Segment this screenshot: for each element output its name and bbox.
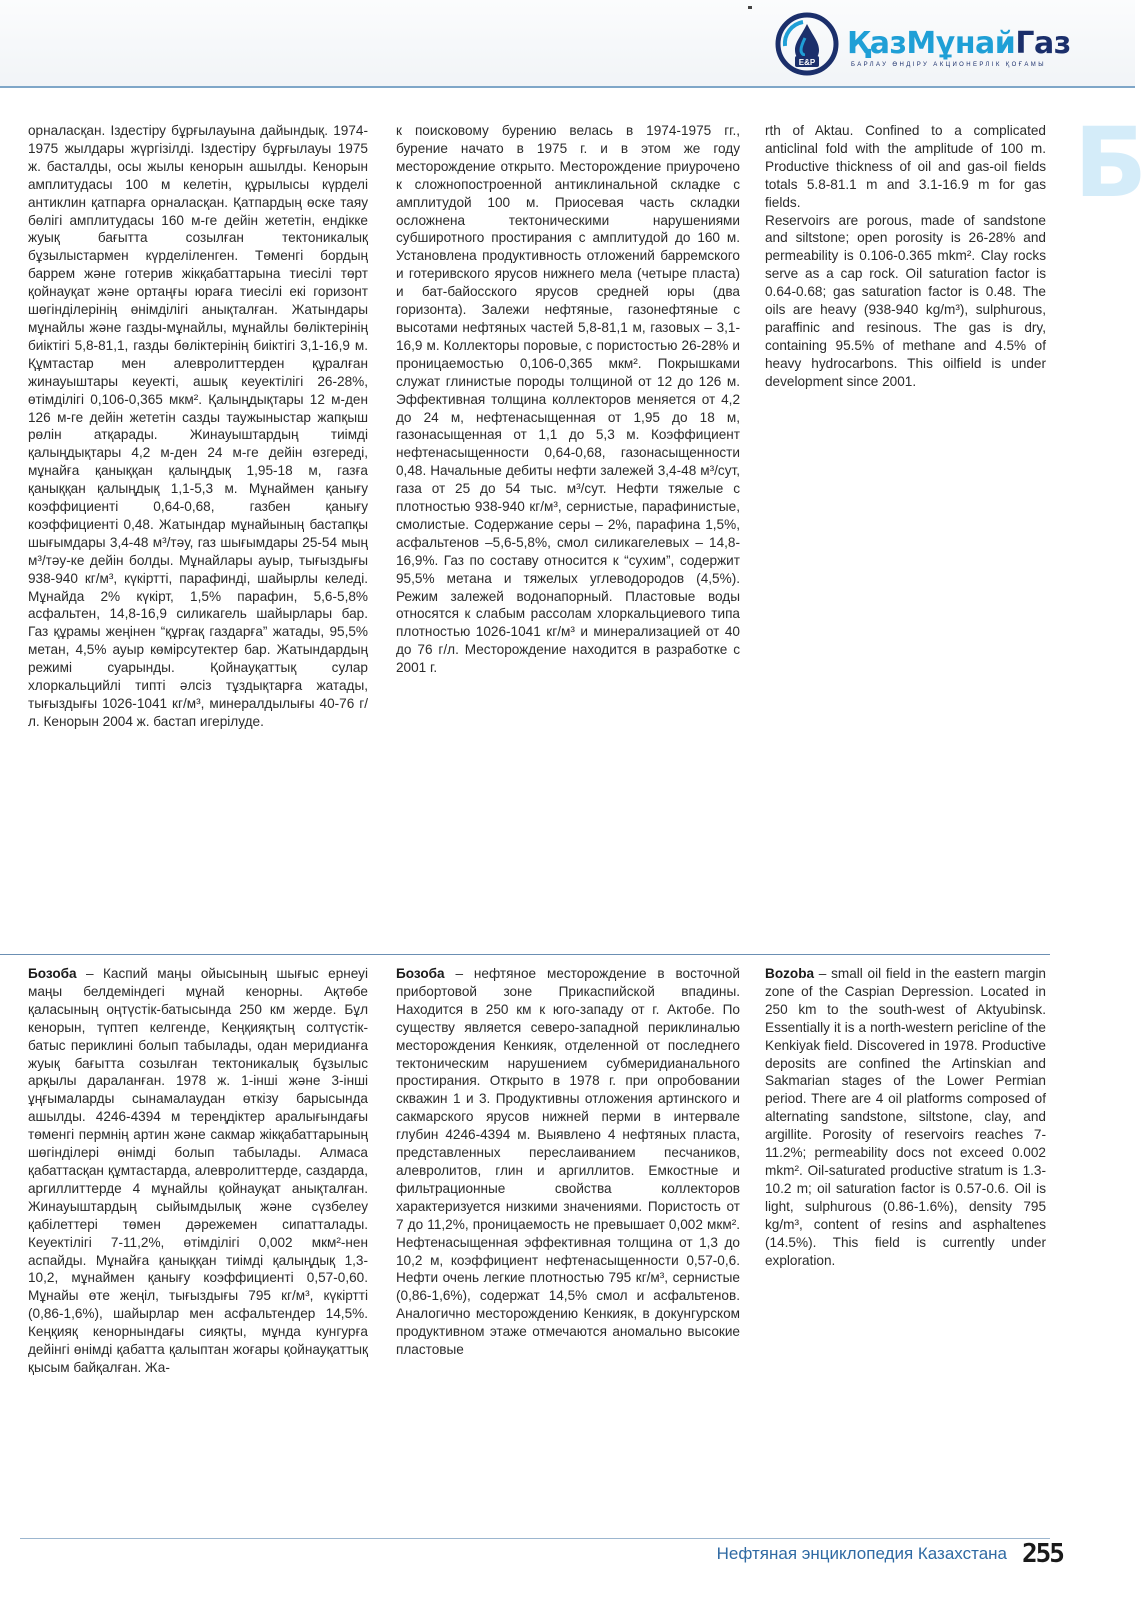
brand-part-1: ҚазМұнай [847,26,1016,61]
entry-heading: Bozoba [765,966,815,981]
brand-name [847,28,1071,60]
brand-part-2: Газ [1015,26,1071,61]
entry-heading: Бозоба [396,966,445,981]
entry-body: – нефтяное месторождение в восточной прибортовой зоне Прикаспийской впадины. Находится в 250 км к юго-западу от г. Актобе. По существу является северо-западной периклиналью месторождения Кенкияк, отделенной от последнего тектоническим нарушением субмеридианального простирания. Открыто в 1978 г. при опробовании скважин 1 и 3. Продуктивны отложения артинского и сакмарского ярусов нижней перми в интервале глубин 4246-4394 м. Выявлено 4 нефтяных пласта, представленных переслаиванием песчаников, алевролитов, глин и аргиллитов. Емкостные и фильтрационные свойства коллекторов характеризуется низкими значениями. Пористость от 7 до 11,2%, проницаемость не превышает 0,002 мкм². Нефтенасыщенная эффективная толщина от 1,3 до 10,2 м, коэффициент нефтенасыщенности 0,57-0,6. Нефти очень легкие плотностью 795 кг/м³, сернистые (0,86-1,6%), содержат 14,5% смол и асфальтенов. Аналогично месторождению Кенкияк, в докунгурском продуктивном этаже отмечаются аномально высокие пластовые [396,966,740,1358]
english-entry-bozoba [765,965,1046,1269]
company-logo [775,12,1125,76]
section-divider [0,954,1050,955]
footer-rule [20,1538,1050,1539]
print-mark [748,6,752,9]
entry-body: – Каспий маңы ойысының шығыс ернеуі маңы белдеміндегі мұнай кенорны. Ақтөбе қаласының оңтүстік-батысында 250 км жерде. Бұл кенорын, түптеп келгенде, Кеңқияқтың солтүстік-батыс периклині болып табылады, одан меридианға жуық бағытта созылған тектоникалық бұзылыс арқылы дараланған. 1978 ж. 1-інші және 3-інші ұңғымаларды сынамалаудан өткізу барысында ашылды. 4246-4394 м тереңдіктер аралығындағы төменгі пермнің артин және сакмар жікқабаттарының шөгінділері өнімді болып табылады. Алмаса қабаттасқан құмтастарда, алевролиттерде, саздарда, аргиллиттерде 4 мұнайлы қойнауқат анықталған. Жинауыштардың сыйымдылық және сүзбелеу қабілеттері төмен дәрежемен сипатталады. Кеуектілігі 7-11,2%, өтімділігі 0,002 мкм²-нен аспайды. Мұнайға қаныққан тиімді қалыңдық 1,3-10,2, мұнаймен қанығу коэффициенті 0,57-0,60. Мұнайы өте жеңіл, тығыздығы 795 кг/м³, күкіртті (0,86-1,6%), шайырлар мен асфальтендер 14,5%. Кеңқияқ кенорнындағы сияқты, мұнда кунгурға дейінгі өнімді қабатта қалыптан жоғары қойнауқаттық қысым байқалған. Жа- [28,966,368,1375]
header-rule [0,86,1135,88]
kazakh-entry-bozoba [28,965,368,1377]
entry-body: – small oil field in the eastern margin zone of the Caspian Depression. Located in 250 km to the south-west of Aktyubinsk. Essentially it is a north-western pericline of the Kenkiyak field. Discovered in 1978. Productive deposits are confined the Artinskian and Sakmarian stages of the Lower Permian period. There are 4 oil platforms composed of alternating sandstone, siltstone, clay, and argillite. Porosity of reservoirs reaches 7-11.2%; permeability docs not exceed 0.002 mkm². Oil-saturated productive stratum is 1.3-10.2 m; oil saturation factor is 0.57-0.6. Oil is light, sulphurous (0.86-1.6%), density 795 kg/m³, content of resins and asphaltenes (14.5%). This field is currently under exploration. [765,966,1046,1268]
flame-drop-emblem-icon [775,12,839,76]
kazakh-text-top: орналасқан. Іздестіру бұрғылауына дайындық. 1974-1975 жылдары жүргізілді. Іздестіру бұрғылауы 1975 ж. басталды, осы жылы кенорын ашылды. Кенорын амплитудасы 100 м келетін, құрылысы күрделі антиклин қатпарға орналасқан. Қатпардың өске таяу бөлігі амплитудасы 160 м-ге дейін жететін, ендікке жуық бағытта созылған тектоникалық бұзылыстармен күрделіленген. Төменгі бордың баррем және готерив жікқабаттарына тиесілі төрт қойнауқат және ортаңғы юраға тиесілі екі горизонт шөгінділерінің өнімділігі анықталған. Жатындары мұнайлы және газды-мұнайлы, мұнайлы бөліктерінің биіктігі 5,8-81,1, газды бөліктерінің биіктігі 3,1-16,9 м. Құмтастар мен алевролиттерден құралған жинауыштары кеуекті, ашық кеуектілігі 26-28%, өтімділігі 0,106-0,365 мкм². Қалыңдықтары 12 м-ден 126 м-ге дейін жететін сазды таужыныстар жапқыш рөлін атқарады. Жинауыштардың тиімді қалыңдықтары 4,2 м-ден 24 м-ге дейін өзгереді, мұнайға қаныққан қалыңдық 1,95-18 м, газға қаныққан қалыңдық 1,1-5,3 м. Мұнаймен қанығу коэффициенті 0,64-0,68, газбен қанығу коэффициенті 0,48. Жатындар мұнайының бастапқы шығымдары 3,4-48 м³/тәу, газ шығымдары 25-54 мың м³/тәу-ке дейін болды. Мұнайлары ауыр, тығыздығы 938-940 кг/м³, күкіртті, парафинді, шайырлы келеді. Мұнайда 2% күкірт, 1,5% парафин, 5,6-5,8% асфальтен, 14,8-16,9 силикагель шайырлары бар. Газ құрамы жеңінен “құрғақ газдарға” жатады, 95,5% метан, 4,5% ауыр көмірсутектер бар. Жатындардың режимі суарынды. Қойнауқаттық сулар хлоркальцийлі типті әлсіз тұздықтарға жатады, тығыздығы 1026-1041 кг/м³, минералдылығы 40-76 г/л. Кенорын 2004 ж. бастап игерілуде. [28,123,368,729]
entry-heading: Бозоба [28,966,77,981]
section-letter: Б [1074,107,1147,219]
emblem-text: E&P [798,58,816,67]
page-number: 255 [1022,1539,1063,1569]
publication-title: Нефтяная энциклопедия Казахстана [716,1544,1007,1563]
russian-text-top: к поисковому бурению велась в 1974-1975 гг., бурение начато в 1975 г. и в этом же году месторождение открыто. Месторождение приурочено к сложнопостроенной антиклинальной складке с амплитудой 100 м. Приосевая часть складки осложнена тектоническими нарушениями субширотного простирания с амплитудой до 160 м. Установлена продуктивность отложений барремского и готеривского ярусов нижнего мела (четыре пласта) и бат-байосского ярусов средней юры (два горизонта). Залежи нефтяные, газонефтяные с высотами нефтяных частей 5,8-81,1 м, газовых – 3,1-16,9 м. Коллекторы поровые, с пористостью 26-28% и проницаемостью 0,106-0,365 мкм². Покрышками служат глинистые породы толщиной от 12 до 126 м. Эффективная толщина коллекторов меняется от 4,2 до 24 м, нефтенасыщенная от 1,95 до 18 м, газонасыщенная от 1,1 до 5,3 м. Коэффициент нефтенасыщенности 0,64-0,68, газонасыщенности 0,48. Начальные дебиты нефти залежей 3,4-48 м³/сут, газа от 25 до 54 тыс. м³/сут. Нефти тяжелые с плотностью 938-940 кг/м³, сернистые, парафинистые, смолистые. Содержание серы – 2%, парафина 1,5%, асфальтенов –5,6-5,8%, смол силикагелевых – 14,8-16,9%. Газ по составу относится к “сухим”, содержит 95,5% метана и тяжелых углеводородов (4,5%). Режим залежей водонапорный. Пластовые воды относятся к слабым рассолам хлоркальциевого типа плотностью 1026-1041 кг/м³ и минерализацией от 40 до 76 г/л. Месторождение находится в разработке с 2001 г. [396,123,740,676]
english-text-top: rth of Aktau. Confined to a complicated anticlinal fold with the amplitude of 100 m. Productive thickness of oil and gas-oil fields totals 5.8-81.1 m and 3.1-16.9 m for gas fields. Reservoirs are porous, made of sandstone and siltstone; open porosity is 26-28% and permeability is 0.106-0.365 mkm². Clay rocks serve as a cap rock. Oil saturation factor is 0.64-0.68; gas saturation factor is 0.48. The oils are heavy (938-940 kg/m³), sulphurous, paraffinic and resinous. The gas is dry, containing 95.5% of methane and 4.5% of heavy hydrocarbons. This oilfield is under development since 2001. [765,123,1046,389]
brand-subtitle: БАРЛАУ ӨНДІРУ АКЦИОНЕРЛІК ҚОҒАМЫ [851,62,1046,68]
russian-entry-bozoba [396,965,740,1359]
